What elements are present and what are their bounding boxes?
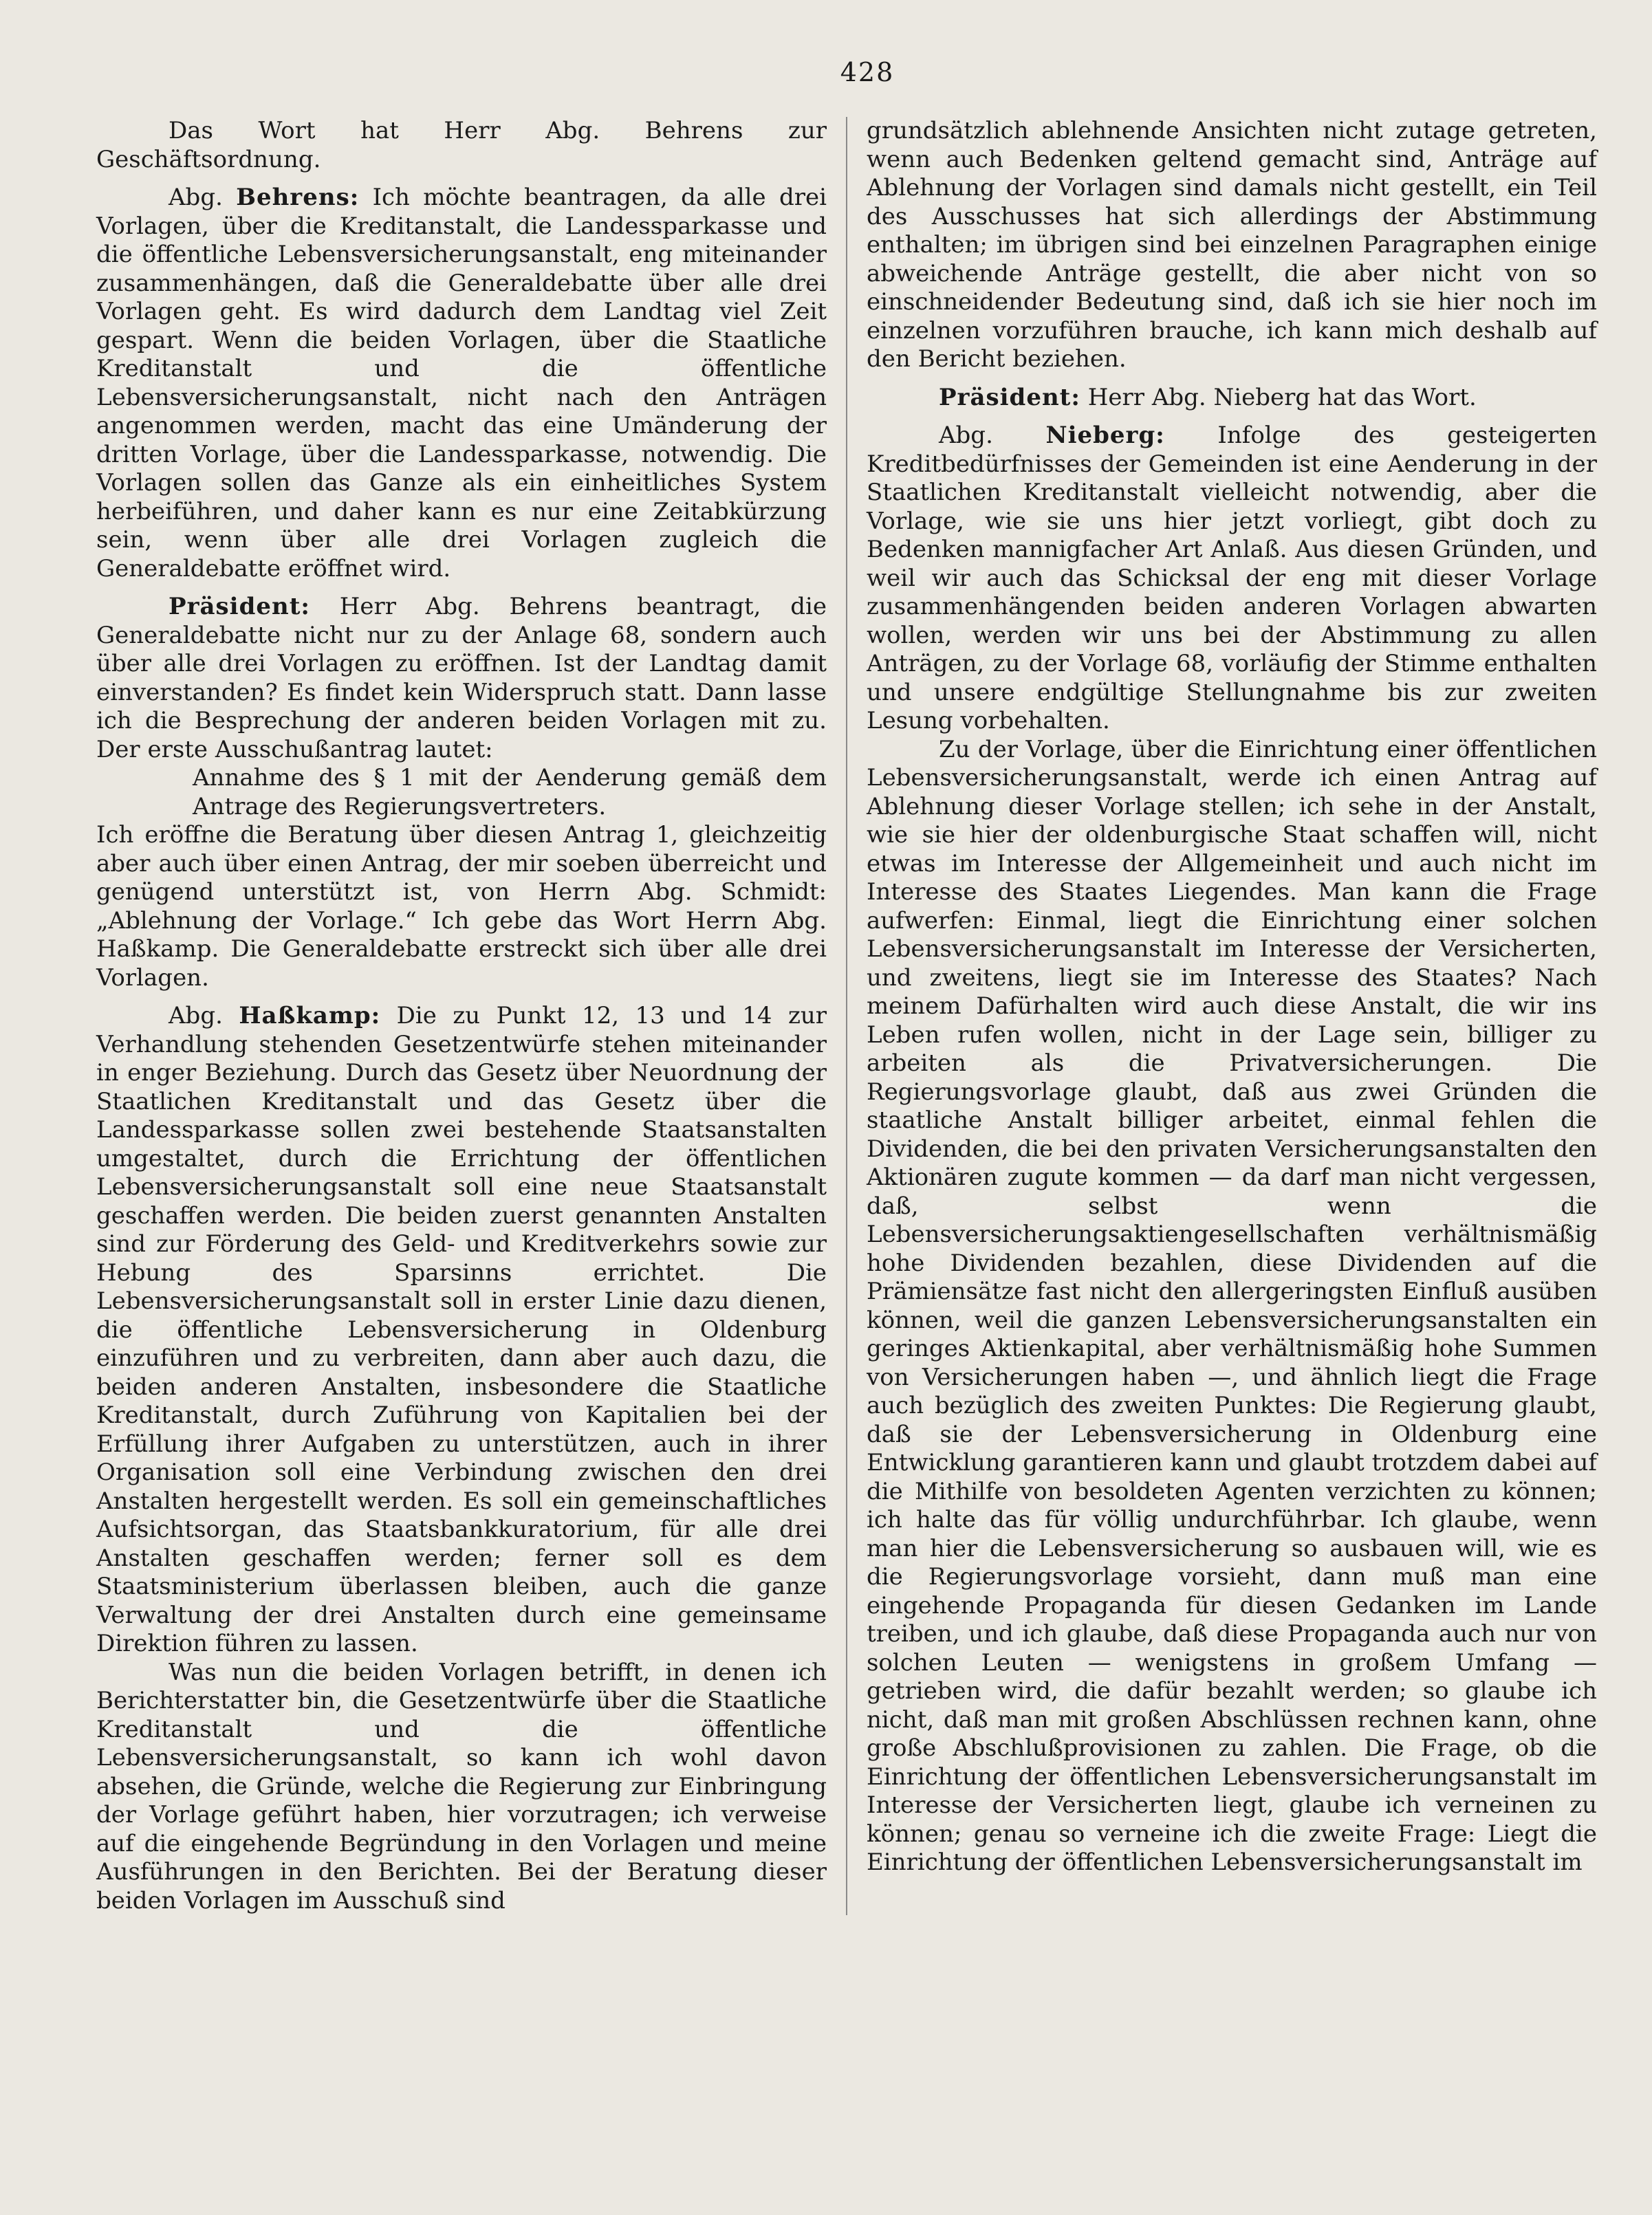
paragraph <box>96 1002 827 1659</box>
speaker-name: Präsident: <box>169 593 310 620</box>
paragraph <box>867 384 1597 413</box>
quoted-motion <box>96 764 827 821</box>
speaker-prefix: Abg. <box>938 422 1046 449</box>
paragraph <box>96 1659 827 1916</box>
paragraph <box>867 736 1597 1877</box>
speaker-name: Nieberg: <box>1045 422 1165 449</box>
paragraph <box>867 117 1597 374</box>
paragraph-text: Was nun die beiden Vorlagen betrifft, in denen ich Berichterstatter bin, die Gesetzentwürfe über die Staatliche Kreditanstalt und die öffentliche Lebensversicherungsanstalt, so kann ich wohl davon absehen, die Gründe, welche die Regierung zur Einbringung der Vorlage geführt haben, hier vorzutragen; ich verweise auf die eingehende Begründung in den Vorlagen und meine Ausführungen in den Berichten. Bei der Beratung dieser beiden Vorlagen im Ausschuß sind <box>96 1658 827 1914</box>
column-divider <box>846 117 847 1915</box>
speaker-name: Präsident: <box>938 383 1080 411</box>
right-column <box>867 117 1597 1915</box>
paragraph-text: Ich eröffne die Beratung über diesen Antrag 1, gleichzeitig aber auch über einen Antrag, der mir soeben überreicht und genügend unterstützt ist, von Herrn Abg. Schmidt: „Ablehnung der Vorlage.“ Ich gebe das Wort Herrn Abg. Haßkamp. Die Generaldebatte erstreckt sich über alle drei Vorlagen. <box>96 821 827 992</box>
paragraph <box>96 821 827 992</box>
left-column <box>96 117 827 1915</box>
paragraph-text: Infolge des gesteigerten Kreditbedürfnisses der Gemeinden ist eine Aenderung in der Staatlichen Kreditanstalt vielleicht notwendig, aber die Vorlage, wie sie uns hier jetzt vorliegt, gibt doch zu Bedenken mannigfacher Art Anlaß. Aus diesen Gründen, und weil wir auch das Schicksal der eng mit dieser Vorlage zusammenhängenden beiden anderen Vorlagen abwarten wollen, werden wir uns bei der Abstimmung zu allen Anträgen, zu der Vorlage 68, vorläufig der Stimme enthalten und unsere endgültige Stellungnahme bis zur zweiten Lesung vorbehalten. <box>866 422 1597 734</box>
speaker-name: Haßkamp: <box>239 1002 381 1029</box>
paragraph-text: grundsätzlich ablehnende Ansichten nicht zutage getreten, wenn auch Bedenken geltend gemacht sind, Anträge auf Ablehnung der Vorlagen sind damals nicht gestellt, ein Teil des Ausschusses hat sich allerdings der Abstimmung enthalten; im übrigen sind bei einzelnen Paragraphen einige abweichende Anträge gestellt, die aber nicht von so einschneidender Bedeutung sind, daß ich sie hier noch im einzelnen vorzuführen brauche, ich kann mich deshalb auf den Bericht beziehen. <box>866 117 1597 373</box>
paragraph-text: Herr Abg. Behrens beantragt, die Generaldebatte nicht nur zu der Anlage 68, sondern auch über alle drei Vorlagen zu eröffnen. Ist der Landtag damit einverstanden? Es findet kein Widerspruch statt. Dann lasse ich die Besprechung der anderen beiden Vorlagen mit zu. Der erste Ausschußantrag lautet: <box>96 593 827 763</box>
paragraph-text: Zu der Vorlage, über die Einrichtung einer öffentlichen Lebensversicherungsanstalt, werde ich einen Antrag auf Ablehnung dieser Vorlage stellen; ich sehe in der Anstalt, wie sie hier der oldenburgische Staat schaffen will, nicht etwas im Interesse der Allgemeinheit und auch nicht im Interesse des Staates Liegendes. Man kann die Frage aufwerfen: Einmal, liegt die Einrichtung einer solchen Lebensversicherungsanstalt im Interesse der Versicherten, und zweitens, liegt sie im Interesse des Staates? Nach meinem Dafürhalten wird auch diese Anstalt, die wir ins Leben rufen wollen, nicht in der Lage sein, billiger zu arbeiten als die Privatversicherungen. Die Regierungsvorlage glaubt, daß aus zwei Gründen die staatliche Anstalt billiger arbeitet, einmal fehlen die Dividenden, die bei den privaten Versicherungsanstalten den Aktionären zugute kommen — da darf man nicht vergessen, daß, selbst wenn die Lebensversicherungsaktiengesellschaften verhältnismäßig hohe Dividenden bezahlen, diese Dividenden auf die Prämiensätze fast nicht den allergeringsten Einfluß ausüben können, weil die ganzen Lebensversicherungsanstalten ein geringes Aktienkapital, aber verhältnismäßig hohe Summen von Versicherungen haben —, und ähnlich liegt die Frage auch bezüglich des zweiten Punktes: Die Regierung glaubt, daß sie der Lebensversicherung in Oldenburg eine Entwicklung garantieren kann und glaubt trotzdem dabei auf die Mithilfe von besoldeten Agenten verzichten zu können; ich halte das für völlig undurchführbar. Ich glaube, wenn man hier die Lebensversicherung so ausbauen will, wie es die Regierungsvorlage vorsieht, dann muß man eine eingehende Propaganda für diesen Gedanken im Lande treiben, und ich glaube, daß diese Propaganda auch nur von solchen Leuten — wenigstens in großem Umfang — getrieben wird, die dafür bezahlt werden; so glaube ich nicht, daß man mit großen Abschlüssen rechnen kann, ohne große Abschlußprovisionen zu zahlen. Die Frage, ob die Einrichtung der öffentlichen Lebensversicherungsanstalt im Interesse der Versicherten liegt, glaube ich verneinen zu können; genau so verneine ich die zweite Frage: Liegt die Einrichtung der öffentlichen Lebensversicherungsanstalt im <box>866 735 1597 1876</box>
speaker-prefix: Abg. <box>169 184 237 211</box>
paragraph <box>867 422 1597 736</box>
paragraph-text: Die zu Punkt 12, 13 und 14 zur Verhandlung stehenden Gesetzentwürfe stehen miteinander in enger Beziehung. Durch das Gesetz über Neuordnung der Staatlichen Kreditanstalt und das Gesetz über die Landessparkasse sollen zwei bestehende Staatsanstalten umgestaltet, durch die Errichtung der öffentlichen Lebensversicherungsanstalt soll eine neue Staatsanstalt geschaffen werden. Die beiden zuerst genannten Anstalten sind zur Förderung des Geld- und Kreditverkehrs sowie zur Hebung des Sparsinns errichtet. Die Lebensversicherungsanstalt soll in erster Linie dazu dienen, die öffentliche Lebensversicherung in Oldenburg einzuführen und zu verbreiten, dann aber auch dazu, die beiden anderen Anstalten, insbesondere die Staatliche Kreditanstalt, durch Zuführung von Kapitalien bei der Erfüllung ihrer Aufgaben zu unterstützen, auch in ihrer Organisation soll eine Verbindung zwischen den drei Anstalten hergestellt werden. Es soll ein gemeinschaftliches Aufsichtsorgan, das Staatsbankkuratorium, für alle drei Anstalten geschaffen werden; ferner soll es dem Staatsministerium überlassen bleiben, auch die ganze Verwaltung der drei Anstalten durch eine gemeinsame Direktion führen zu lassen. <box>96 1002 827 1657</box>
paragraph <box>96 184 827 583</box>
paragraph-text: Ich möchte beantragen, da alle drei Vorlagen, über die Kreditanstalt, die Landessparkasse und die öffentliche Lebensversicherungsanstalt, eng miteinander zusammenhängen, daß die Generaldebatte über alle drei Vorlagen geht. Es wird dadurch dem Landtag viel Zeit gespart. Wenn die beiden Vorlagen, über die Staatliche Kreditanstalt und die öffentliche Lebensversicherungsanstalt, nicht nach den Anträgen angenommen werden, macht das eine Umänderung der dritten Vorlage, über die Landessparkasse, notwendig. Die Vorlagen sollen das Ganze als ein einheitliches System herbeiführen, und daher kann es nur eine Zeitabkürzung sein, wenn über alle drei Vorlagen zugleich die Generaldebatte eröffnet wird. <box>96 184 827 582</box>
text-columns <box>96 117 1597 1915</box>
paragraph-text: Annahme des § 1 mit der Aenderung gemäß dem Antrage des Regierungsvertreters. <box>193 764 827 820</box>
paragraph-text: Das Wort hat Herr Abg. Behrens zur Geschäftsordnung. <box>96 117 827 173</box>
paragraph <box>96 117 827 174</box>
page-number: 428 <box>840 57 895 87</box>
speaker-prefix: Abg. <box>169 1002 239 1029</box>
paragraph-text: Herr Abg. Nieberg hat das Wort. <box>1080 383 1477 411</box>
speaker-name: Behrens: <box>236 184 360 211</box>
paragraph <box>96 593 827 764</box>
